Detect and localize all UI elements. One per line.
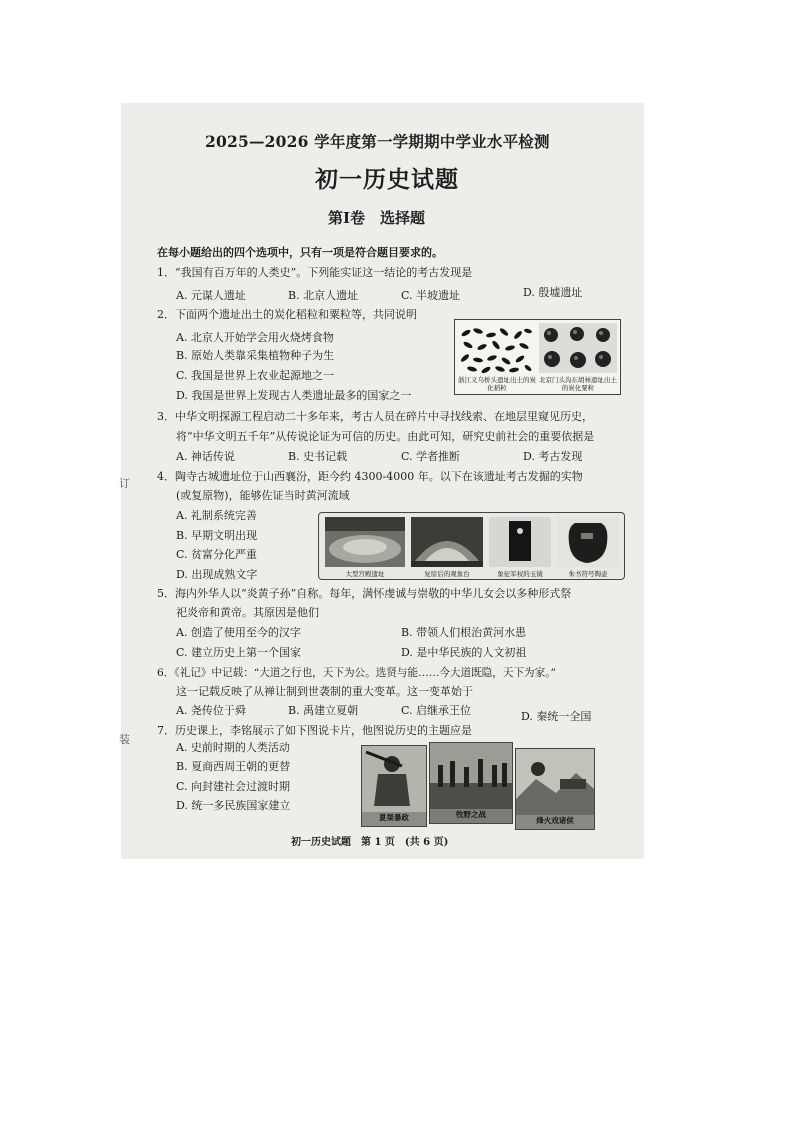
binding-mark-bottom: 装: [119, 733, 130, 746]
exam-title: 2025—2026 学年度第一学期期中学业水平检测: [205, 132, 550, 151]
painted-pot-image: [557, 517, 619, 567]
q1-option-d: D. 殷墟遗址: [523, 286, 583, 299]
palace-ruins-image: [325, 517, 405, 567]
question-5-stem-line1: 5．海内外华人以“炎黄子孙”自称。每年，满怀虔诚与崇敬的中华儿女会以多种形式祭: [157, 587, 572, 600]
q4-option-c: C. 贫富分化严重: [176, 548, 258, 561]
q6-option-d: D. 秦统一全国: [521, 710, 592, 723]
q3-option-a: A. 神话传说: [176, 450, 235, 463]
millet-grains-image: [539, 323, 617, 373]
instructions: 在每小题给出的四个选项中，只有一项是符合题目要求的。: [157, 246, 443, 259]
q5-option-c: C. 建立历史上第一个国家: [176, 646, 302, 659]
card-xia-jie-tyranny: [361, 745, 427, 827]
q2-grain-photos: [454, 319, 621, 395]
card-caption-1: 夏桀暴政: [379, 813, 409, 822]
question-3-stem-line1: 3．中华文明探源工程启动二十多年来，考古人员在碎片中寻找线索、在地层里窥见历史，: [157, 410, 593, 423]
q3-option-c: C. 学者推断: [401, 450, 461, 463]
q4-caption-3: 象征军权的玉钺: [497, 570, 543, 578]
q4-option-a: A. 礼制系统完善: [176, 509, 257, 522]
q6-option-c: C. 启继承王位: [401, 704, 472, 717]
q2-option-d: D. 我国是世界上发现古人类遗址最多的国家之一: [176, 389, 412, 402]
card-caption-3: 烽火戏诸侯: [536, 816, 574, 825]
observatory-image: [411, 517, 483, 567]
q3-option-d: D. 考古发现: [523, 450, 583, 463]
q4-caption-1: 大型宫殿遗址: [345, 570, 385, 578]
q4-caption-4: 朱书符号陶壶: [568, 570, 608, 578]
q5-option-a: A. 创造了使用至今的汉字: [176, 626, 301, 639]
q7-history-cards: [359, 740, 597, 835]
question-5-stem-line2: 祀炎帝和黄帝。其原因是他们: [176, 606, 319, 619]
card-battle-of-muye: [429, 742, 513, 824]
q7-option-b: B. 夏商西周王朝的更替: [176, 760, 291, 773]
q5-option-b: B. 带领人们根治黄河水患: [401, 626, 527, 639]
q7-option-d: D. 统一多民族国家建立: [176, 799, 291, 812]
q4-option-b: B. 早期文明出现: [176, 529, 258, 542]
question-7-stem: 7．历史课上，李铭展示了如下图说卡片，他图说历史的主题应是: [157, 724, 472, 737]
question-6-stem-line1: 6．《礼记》中记载：“大道之行也，天下为公。选贤与能……今大道既隐，天下为家。”: [157, 667, 556, 679]
q6-option-a: A. 尧传位于舜: [176, 704, 246, 717]
rice-grains-image: [458, 323, 535, 373]
card-beacon-fire-prank: [515, 748, 595, 830]
q4-option-d: D. 出现成熟文字: [176, 568, 258, 581]
binding-mark-top: 订: [119, 477, 130, 490]
exam-paper-photo: [121, 103, 644, 859]
question-6-stem-line2: 这一记载反映了从禅让制到世袭制的重大变革。这一变革始于: [176, 685, 473, 698]
q1-option-c: C. 半坡遗址: [401, 289, 461, 302]
subject-title: 初一历史试题: [315, 166, 459, 193]
q2-option-b: B. 原始人类靠采集植物种子为生: [176, 349, 335, 362]
q4-caption-2: 复原后的观象台: [424, 570, 470, 578]
q3-option-b: B. 史书记载: [288, 450, 348, 463]
q7-option-c: C. 向封建社会过渡时期: [176, 780, 291, 793]
section-title: 第Ⅰ卷 选择题: [328, 209, 426, 227]
question-4-stem-line1: 4．陶寺古城遗址位于山西襄汾，距今约 4300-4000 年。以下在该遗址考古发掘的实物: [157, 470, 583, 483]
card-caption-2: 牧野之战: [456, 810, 486, 819]
q6-option-b: B. 禹建立夏朝: [288, 704, 359, 717]
q1-option-a: A. 元谋人遗址: [176, 289, 246, 302]
q7-option-a: A. 史前时期的人类活动: [176, 741, 290, 754]
q2-option-c: C. 我国是世界上农业起源地之一: [176, 369, 335, 382]
q4-artifact-photos: [318, 512, 625, 580]
q2-option-a: A. 北京人开始学会用火烧烤食物: [176, 331, 334, 344]
q5-option-d: D. 是中华民族的人文初祖: [401, 646, 527, 659]
q2-caption-right: 北京门头沟东胡林遗址出土的炭化粟粒: [539, 376, 617, 392]
question-2-stem: 2．下面两个遗址出土的炭化稻粒和粟粒等，共同说明: [157, 308, 417, 321]
question-1-stem: 1．“我国有百万年的人类史”。下列能实证这一结论的考古发现是: [157, 266, 473, 279]
question-3-stem-line2: 将“中华文明五千年”从传说论证为可信的历史。由此可知，研究史前社会的重要依据是: [176, 430, 595, 443]
jade-axe-image: [489, 517, 551, 567]
question-4-stem-line2: (或复原物)，能够佐证当时黄河流域: [176, 489, 350, 502]
q1-option-b: B. 北京人遗址: [288, 289, 359, 302]
page-footer: 初一历史试题 第 1 页 (共 6 页): [291, 837, 449, 848]
q2-caption-left: 浙江义乌桥头遗址出土的炭化稻粒: [458, 376, 536, 392]
